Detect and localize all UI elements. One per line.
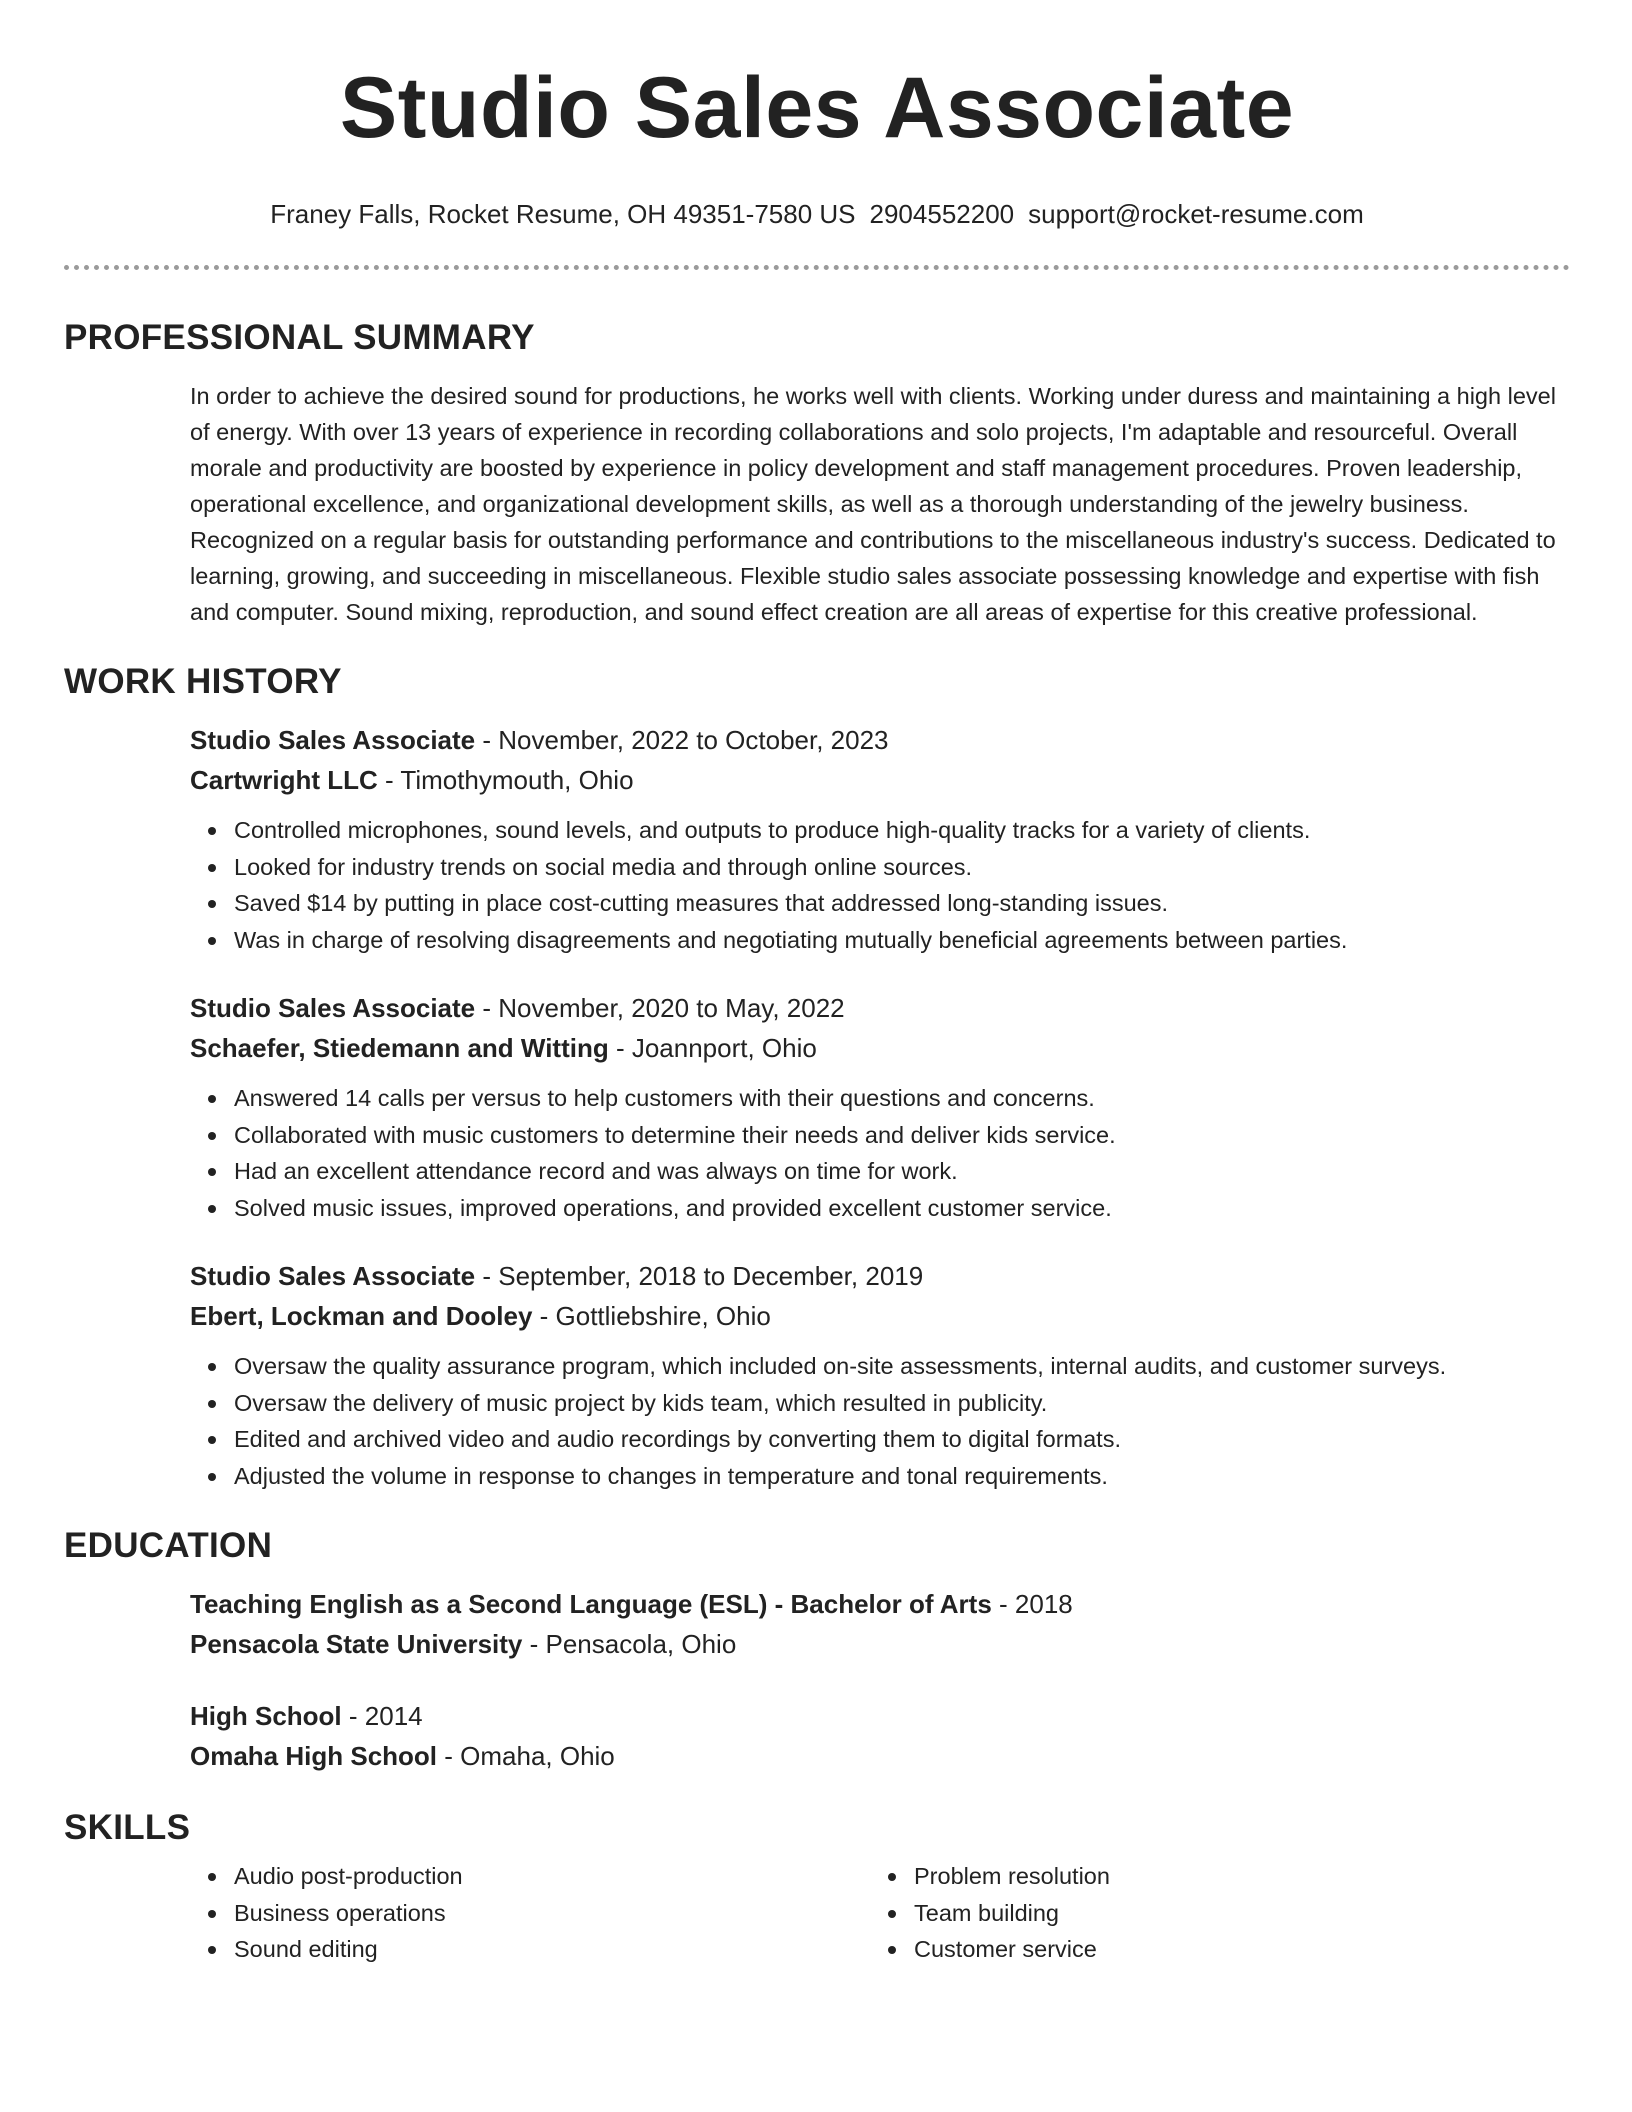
job-entry (64, 988, 1570, 1226)
skills-section (64, 1806, 1570, 1968)
summary-text: In order to achieve the desired sound for productions, he works well with clients. Working under duress and maintaining a high level of energy. With over 13 years of experience in recording collaborations and solo projects, I'm adaptable and resourceful. Overall morale and productivity are boosted by experience in policy development and staff management procedures. Proven leadership, operational excellence, and organizational development skills, as well as a thorough understanding of the jewelry business. Recognized on a regular basis for outstanding performance and contributions to the miscellaneous industry's success. Dedicated to learning, growing, and succeeding in miscellaneous. Flexible studio sales associate possessing knowledge and expertise with fish and computer. Sound mixing, reproduction, and sound effect creation are all areas of expertise for this creative professional. (190, 383, 1556, 625)
job-title-line (190, 1256, 1570, 1296)
education-location: - Pensacola, Ohio (522, 1629, 737, 1659)
job-company: Ebert, Lockman and Dooley (190, 1301, 533, 1331)
job-company-line (190, 1296, 1570, 1336)
education-degree-line (190, 1696, 1570, 1736)
education-school: Omaha High School (190, 1741, 438, 1771)
list-item: Edited and archived video and audio recordings by converting them to digital formats. (190, 1421, 1570, 1458)
list-item: Sound editing (190, 1931, 870, 1968)
list-item: Adjusted the volume in response to changes in temperature and tonal requirements. (190, 1458, 1570, 1495)
skills-grid (64, 1858, 1570, 1968)
education-school-line (190, 1624, 1570, 1664)
section-title-skills: SKILLS (64, 1808, 191, 1847)
education-section (64, 1524, 1570, 1776)
education-year: - 2018 (991, 1589, 1073, 1619)
job-company-line (190, 760, 1570, 800)
list-item: Team building (870, 1895, 1550, 1932)
education-degree-line (190, 1584, 1570, 1624)
resume-name: Studio Sales Associate (339, 60, 1295, 156)
education-school: Pensacola State University (190, 1629, 523, 1659)
job-title-line (190, 988, 1570, 1028)
job-entry (64, 1256, 1570, 1494)
job-dates: - November, 2020 to May, 2022 (475, 993, 845, 1023)
job-role: Studio Sales Associate (190, 725, 476, 755)
list-item: Collaborated with music customers to determine their needs and deliver kids service. (190, 1117, 1570, 1154)
skills-column-right (870, 1858, 1550, 1968)
list-item: Problem resolution (870, 1858, 1550, 1895)
job-bullets (190, 1348, 1570, 1494)
job-bullets (190, 1080, 1570, 1226)
education-degree: Teaching English as a Second Language (ESL) - Bachelor of Arts (190, 1589, 992, 1619)
list-item: Answered 14 calls per versus to help customers with their questions and concerns. (190, 1080, 1570, 1117)
education-year: - 2014 (341, 1701, 423, 1731)
job-company: Schaefer, Stiedemann and Witting (190, 1033, 609, 1063)
contact-address: Franey Falls, Rocket Resume, OH 49351-7580 US (270, 199, 856, 229)
job-entry (64, 720, 1570, 958)
list-item: Looked for industry trends on social media and through online sources. (190, 849, 1570, 886)
job-role: Studio Sales Associate (190, 993, 476, 1023)
job-title-line (190, 720, 1570, 760)
job-dates: - November, 2022 to October, 2023 (475, 725, 889, 755)
contact-phone: 2904552200 (869, 199, 1015, 229)
list-item: Audio post-production (190, 1858, 870, 1895)
job-location: - Timothymouth, Ohio (377, 765, 634, 795)
list-item: Business operations (190, 1895, 870, 1932)
job-location: - Joannport, Ohio (608, 1033, 817, 1063)
list-item: Was in charge of resolving disagreements and negotiating mutually beneficial agreements between parties. (190, 922, 1570, 959)
header-divider (64, 265, 1570, 270)
list-item: Solved music issues, improved operations, and provided excellent customer service. (190, 1190, 1570, 1227)
list-item: Saved $14 by putting in place cost-cutting measures that addressed long-standing issues. (190, 885, 1570, 922)
list-item: Oversaw the delivery of music project by kids team, which resulted in publicity. (190, 1385, 1570, 1422)
section-title-work-history: WORK HISTORY (64, 662, 342, 701)
job-role: Studio Sales Associate (190, 1261, 476, 1291)
list-item: Had an excellent attendance record and was always on time for work. (190, 1153, 1570, 1190)
resume-page (64, 0, 1570, 1968)
job-company: Cartwright LLC (190, 765, 378, 795)
job-bullets (190, 812, 1570, 958)
education-school-line (190, 1736, 1570, 1776)
skills-list (190, 1858, 870, 1968)
work-history-section (64, 660, 1570, 1494)
education-entry (64, 1584, 1570, 1664)
summary-section (64, 316, 1570, 630)
job-location: - Gottliebshire, Ohio (532, 1301, 771, 1331)
education-degree: High School (190, 1701, 342, 1731)
job-dates: - September, 2018 to December, 2019 (475, 1261, 924, 1291)
contact-line (64, 198, 1570, 230)
education-location: - Omaha, Ohio (437, 1741, 615, 1771)
contact-email: support@rocket-resume.com (1028, 199, 1364, 229)
list-item: Oversaw the quality assurance program, which included on-site assessments, internal audits, and customer surveys. (190, 1348, 1570, 1385)
job-company-line (190, 1028, 1570, 1068)
list-item: Customer service (870, 1931, 1550, 1968)
skills-list (870, 1858, 1550, 1968)
list-item: Controlled microphones, sound levels, and outputs to produce high-quality tracks for a variety of clients. (190, 812, 1570, 849)
education-entry (64, 1696, 1570, 1776)
skills-column-left (190, 1858, 870, 1968)
section-title-summary: PROFESSIONAL SUMMARY (64, 318, 535, 357)
section-title-education: EDUCATION (64, 1526, 273, 1565)
